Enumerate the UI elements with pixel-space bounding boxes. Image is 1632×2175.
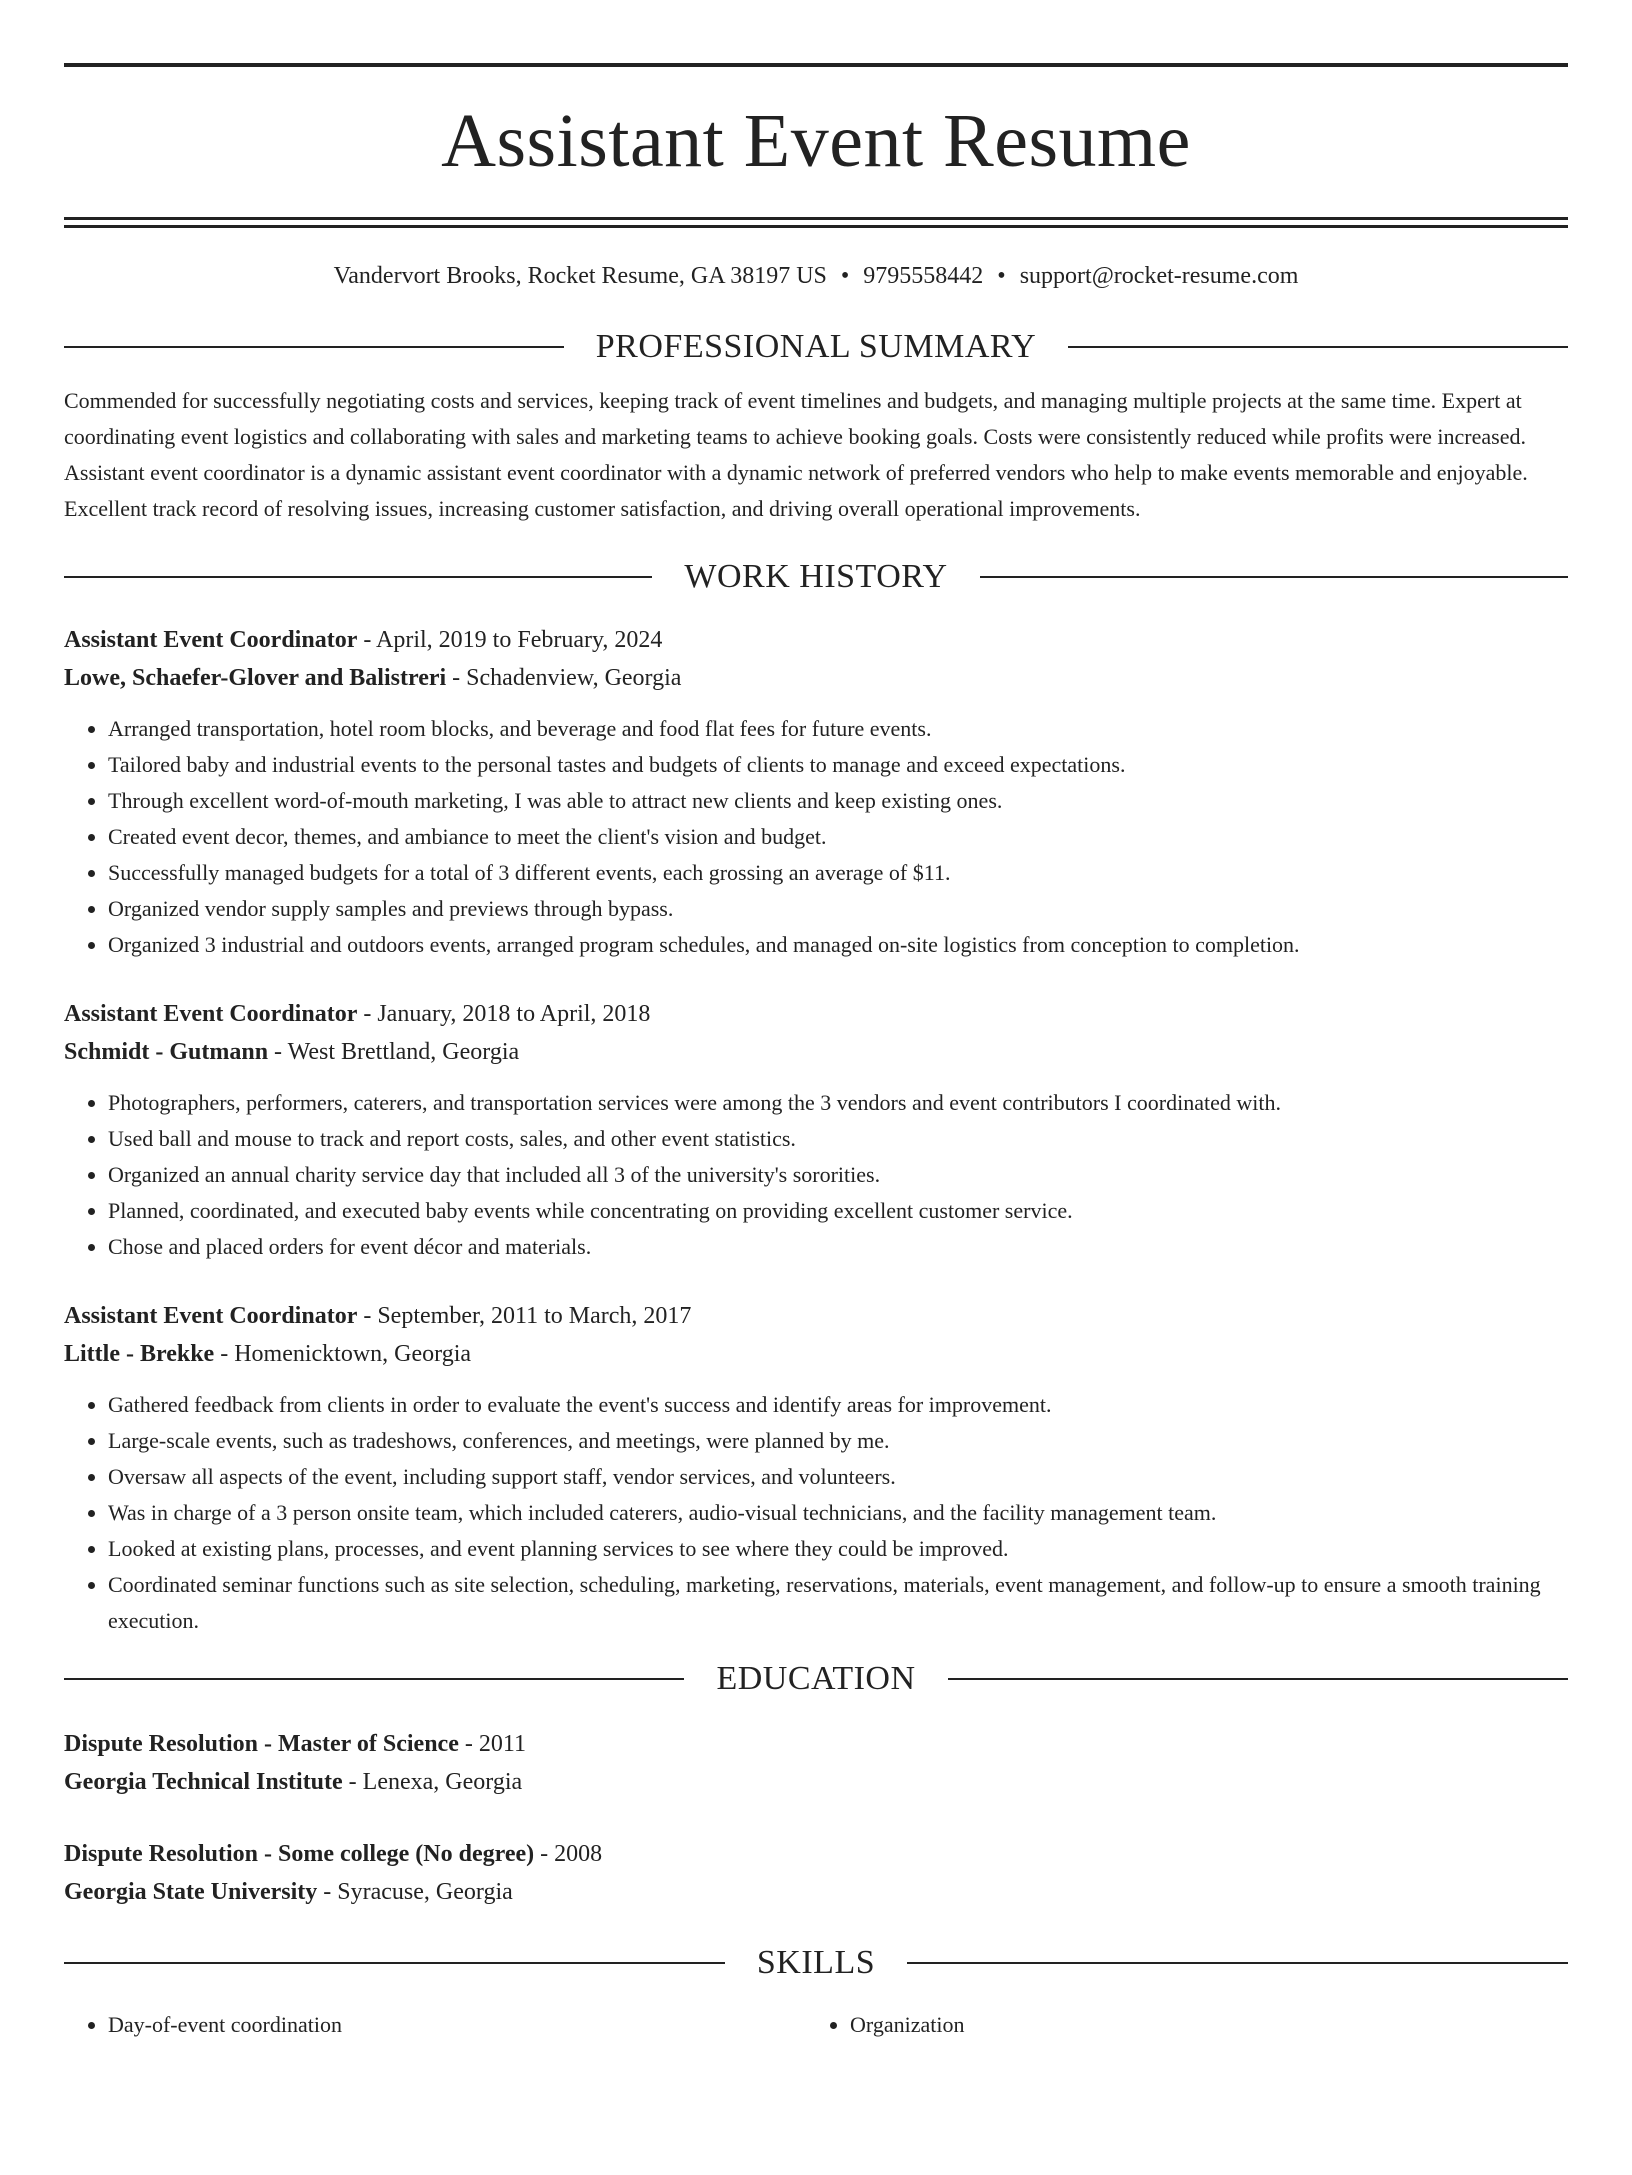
list-item: • Used ball and mouse to track and report costs, sales, and other event statistics. [108, 1121, 1568, 1157]
education-year: - 2008 [534, 1841, 603, 1867]
job-entry [64, 1297, 1568, 1639]
section-heading-education [64, 1659, 1568, 1699]
summary-text: Commended for successfully negotiating costs and services, keeping track of event timelines and budgets, and managing multiple projects at the same time. Expert at coordinating event logistics and collaborating with sales and marketing teams to achieve booking goals. Costs were consistently reduced while profits were increased. Assistant event coordinator is a dynamic assistant event coordinator with a dynamic network of preferred vendors who help to make events memorable and enjoyable. Excellent track record of resolving issues, increasing customer satisfaction, and driving overall operational improvements. [64, 388, 1528, 521]
list-item: • Arranged transportation, hotel room blocks, and beverage and food flat fees for future events. [108, 711, 1568, 747]
job-location: - Schadenview, Georgia [446, 665, 682, 691]
list-item: • Organized 3 industrial and outdoors events, arranged program schedules, and managed on-site logistics from conception to completion. [108, 927, 1568, 963]
list-item: • Oversaw all aspects of the event, including support staff, vendor services, and volunteers. [108, 1459, 1568, 1495]
education-entry [64, 1835, 1568, 1911]
education-school: Georgia Technical Institute [64, 1769, 343, 1795]
skills-columns [64, 2007, 1568, 2043]
education-location: - Syracuse, Georgia [317, 1879, 513, 1905]
page-title: Assistant Event Resume [441, 99, 1191, 183]
job-company-line [64, 1033, 1568, 1071]
heading-rule [64, 1678, 684, 1680]
job-entry [64, 995, 1568, 1265]
skills-list-right [806, 2007, 1548, 2043]
job-location: - West Brettland, Georgia [268, 1039, 520, 1065]
education-school-line [64, 1873, 1568, 1911]
section-heading-skills [64, 1943, 1568, 1983]
education-degree-line [64, 1835, 1568, 1873]
list-item: • Looked at existing plans, processes, and event planning services to see where they could be improved. [108, 1531, 1568, 1567]
job-entry [64, 621, 1568, 963]
education-degree: Dispute Resolution - Some college (No degree) [64, 1841, 535, 1867]
job-company: Lowe, Schaefer-Glover and Balistreri [64, 665, 447, 691]
job-company-line [64, 1335, 1568, 1373]
contact-phone: 9795558442 [863, 263, 984, 289]
heading-rule [64, 1962, 725, 1964]
job-company: Little - Brekke [64, 1341, 215, 1367]
education-degree-line [64, 1725, 1568, 1763]
contact-separator: • [997, 263, 1006, 289]
education-location: - Lenexa, Georgia [342, 1769, 523, 1795]
list-item: • Coordinated seminar functions such as site selection, scheduling, marketing, reservations, materials, event management, and follow-up to ensure a smooth training execution. [108, 1567, 1568, 1639]
skill-item: • Day-of-event coordination [108, 2007, 806, 2043]
contact-line [64, 261, 1568, 291]
resume-page [0, 63, 1632, 2175]
section-title: EDUCATION [716, 1660, 916, 1697]
list-item: • Photographers, performers, caterers, and transportation services were among the 3 vendors and event contributors I coordinated with. [108, 1085, 1568, 1121]
section-title: PROFESSIONAL SUMMARY [595, 328, 1037, 365]
list-item: • Was in charge of a 3 person onsite team, which included caterers, audio-visual technicians, and the facility management team. [108, 1495, 1568, 1531]
job-company-line [64, 659, 1568, 697]
section-heading-work [64, 557, 1568, 597]
job-title: Assistant Event Coordinator [64, 1001, 358, 1027]
job-bullets [64, 1085, 1568, 1265]
heading-rule [980, 576, 1568, 578]
section-title: WORK HISTORY [684, 558, 948, 595]
education-entry [64, 1725, 1568, 1801]
heading-rule [1068, 346, 1568, 348]
job-dates: - January, 2018 to April, 2018 [357, 1001, 651, 1027]
section-heading-summary [64, 327, 1568, 367]
job-location: - Homenicktown, Georgia [214, 1341, 472, 1367]
heading-rule [64, 576, 652, 578]
job-dates: - September, 2011 to March, 2017 [357, 1303, 692, 1329]
job-company: Schmidt - Gutmann [64, 1039, 269, 1065]
job-bullets [64, 1387, 1568, 1639]
heading-rule [948, 1678, 1568, 1680]
job-title-line [64, 1297, 1568, 1335]
job-title: Assistant Event Coordinator [64, 627, 358, 653]
list-item: • Gathered feedback from clients in order to evaluate the event's success and identify areas for improvement. [108, 1387, 1568, 1423]
top-rule [64, 63, 1568, 67]
list-item: • Through excellent word-of-mouth marketing, I was able to attract new clients and keep existing ones. [108, 783, 1568, 819]
list-item: • Organized an annual charity service day that included all 3 of the university's sororities. [108, 1157, 1568, 1193]
skill-item: • Organization [850, 2007, 1548, 2043]
contact-email: support@rocket-resume.com [1019, 263, 1299, 289]
education-year: - 2011 [458, 1731, 526, 1757]
list-item: • Planned, coordinated, and executed baby events while concentrating on providing excellent customer service. [108, 1193, 1568, 1229]
education-school: Georgia State University [64, 1879, 318, 1905]
section-title: SKILLS [756, 1944, 876, 1981]
heading-rule [907, 1962, 1568, 1964]
job-title-line [64, 995, 1568, 1033]
job-bullets [64, 711, 1568, 963]
job-title: Assistant Event Coordinator [64, 1303, 358, 1329]
list-item: • Successfully managed budgets for a total of 3 different events, each grossing an average of $11. [108, 855, 1568, 891]
list-item: • Chose and placed orders for event décor and materials. [108, 1229, 1568, 1265]
job-dates: - April, 2019 to February, 2024 [357, 627, 663, 653]
contact-address: Vandervort Brooks, Rocket Resume, GA 38197 US [333, 263, 827, 289]
education-school-line [64, 1763, 1568, 1801]
education-degree: Dispute Resolution - Master of Science [64, 1731, 459, 1757]
heading-rule [64, 346, 564, 348]
contact-separator: • [840, 263, 850, 289]
double-rule [64, 217, 1568, 228]
list-item: • Large-scale events, such as tradeshows, conferences, and meetings, were planned by me. [108, 1423, 1568, 1459]
list-item: • Created event decor, themes, and ambiance to meet the client's vision and budget. [108, 819, 1568, 855]
job-title-line [64, 621, 1568, 659]
skills-list-left [64, 2007, 806, 2043]
list-item: • Organized vendor supply samples and previews through bypass. [108, 891, 1568, 927]
list-item: • Tailored baby and industrial events to the personal tastes and budgets of clients to manage and exceed expectations. [108, 747, 1568, 783]
